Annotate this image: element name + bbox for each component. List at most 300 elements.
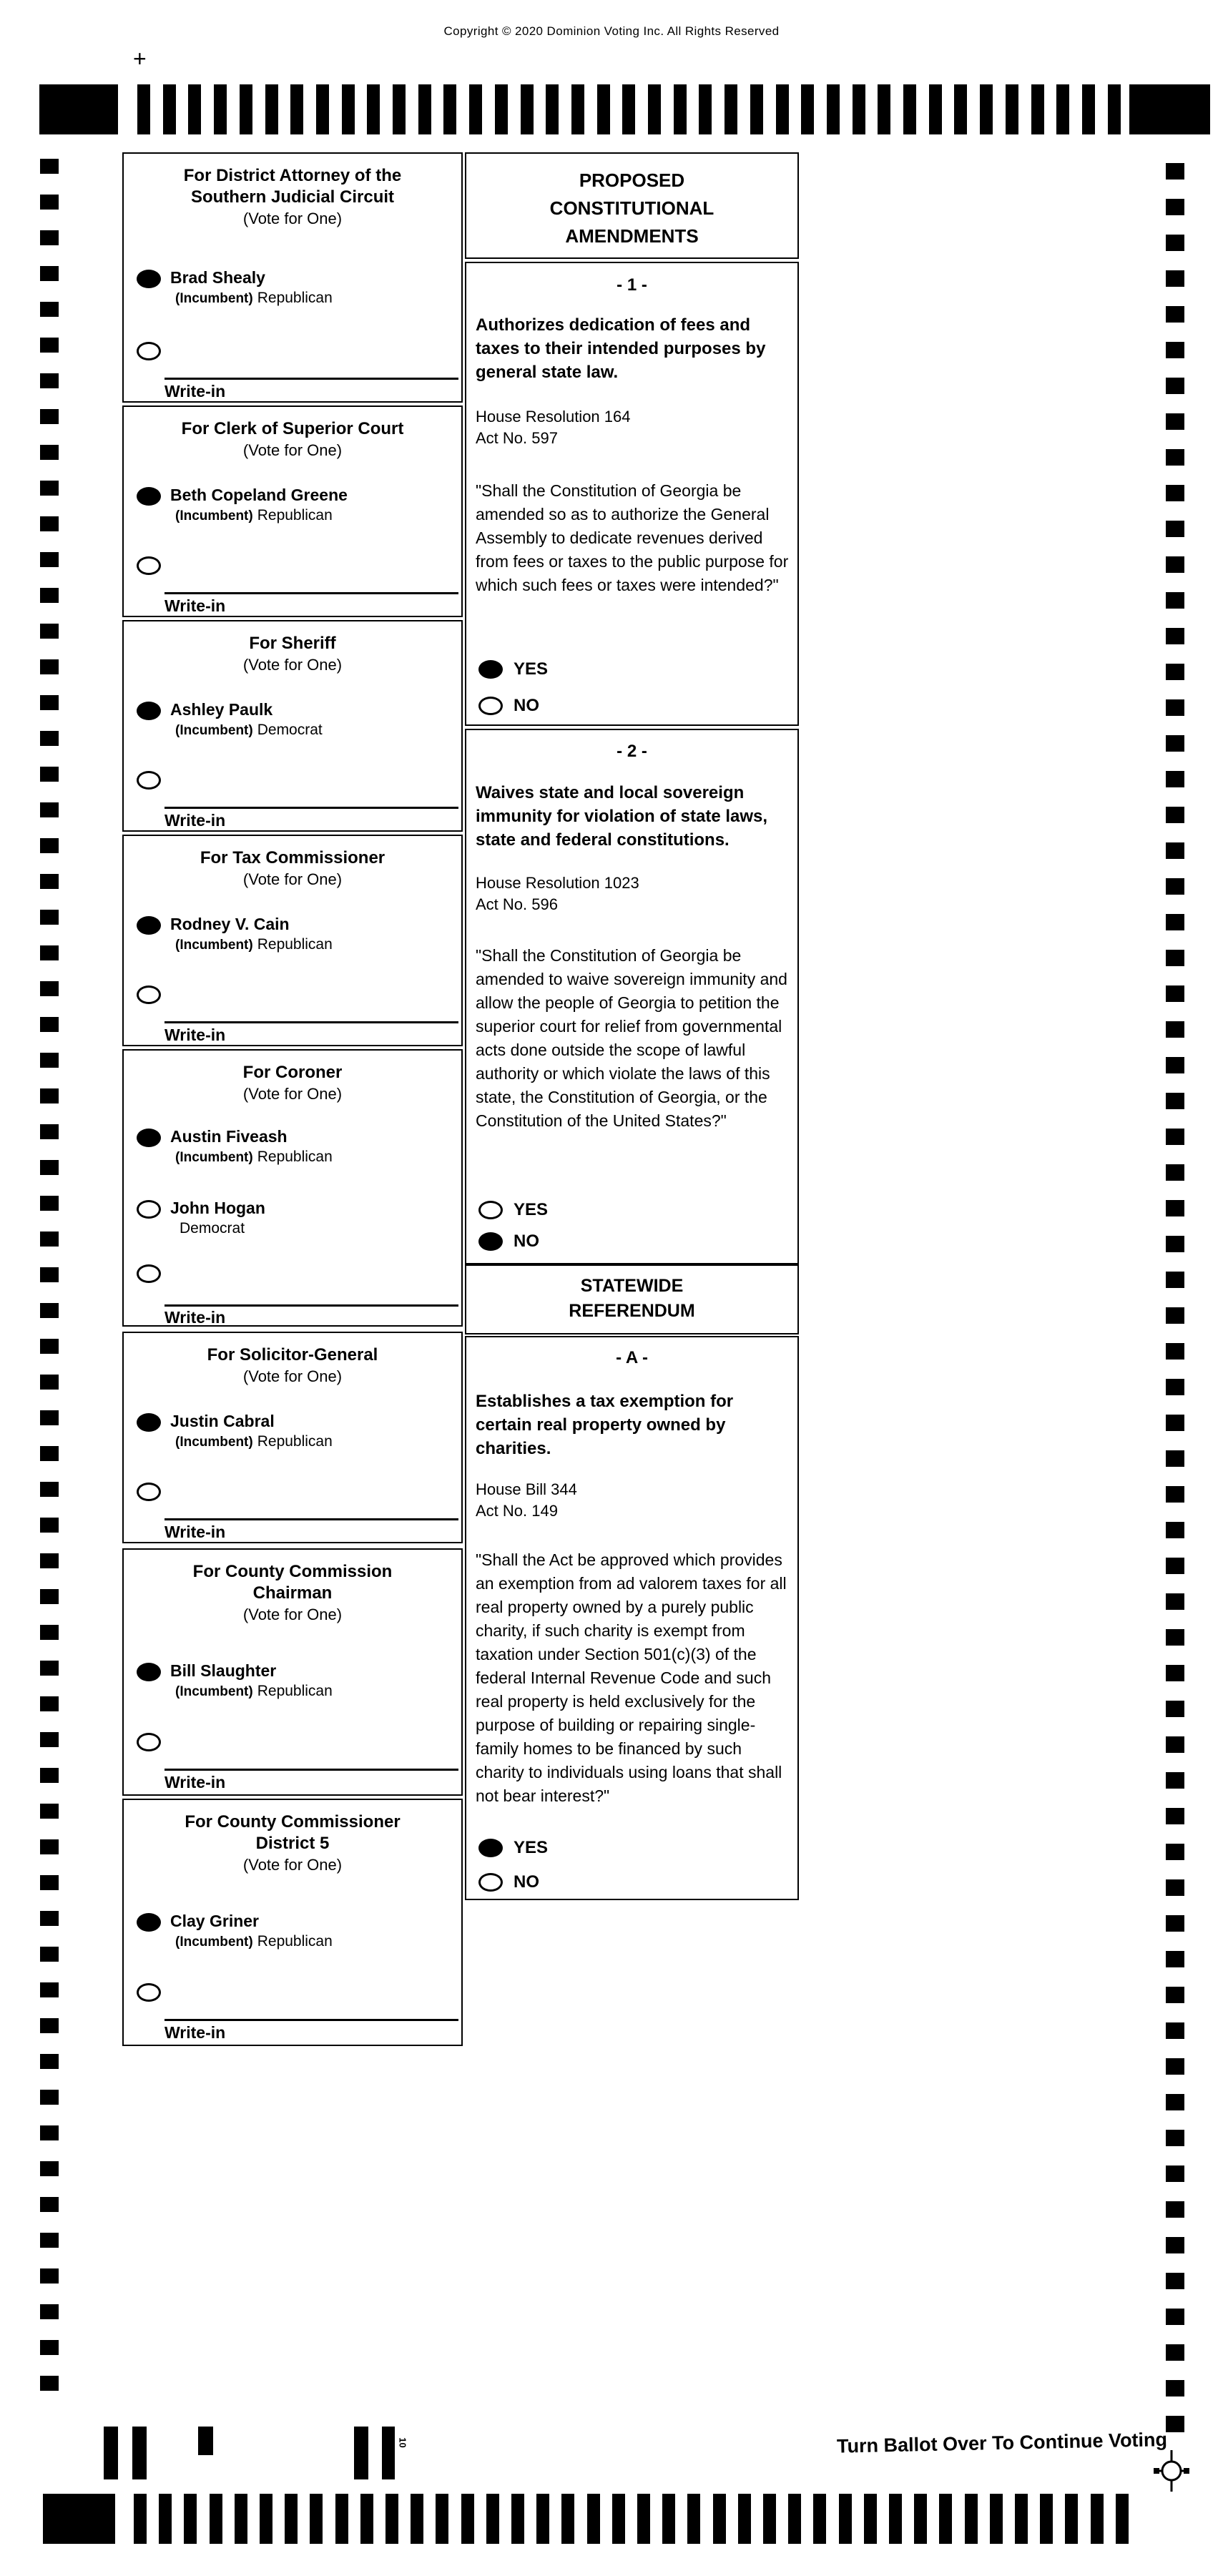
timing-square-left: [40, 1839, 59, 1854]
timing-square-left: [40, 230, 59, 245]
write-in-row: [137, 1264, 457, 1283]
timing-square-right: [1166, 1236, 1184, 1252]
measure-question: "Shall the Constitution of Georgia be amended to waive sovereign immunity and allow the people of Georgia to petition the superior court for relief from governmental acts done outside the scope of lawful authority or which violate the laws of this state, the Constitution of Georgia, or the Constitution of the United States?": [476, 946, 787, 1130]
contest-title: For Solicitor-General: [207, 1345, 378, 1365]
write-in-bubble[interactable]: [137, 342, 161, 360]
timing-square-left: [40, 1696, 59, 1711]
timing-mark-top: [674, 84, 687, 134]
candidate-row: [137, 1200, 457, 1239]
timing-mark-bottom: [990, 2494, 1003, 2544]
timing-square-right: [1166, 2344, 1184, 2361]
timing-square-right: [1166, 2094, 1184, 2110]
timing-block-top-right: [1129, 84, 1210, 134]
yes-bubble-filled[interactable]: [478, 1839, 503, 1857]
candidate-bubble-filled[interactable]: [137, 1129, 161, 1147]
timing-mark-bottom: [1065, 2494, 1078, 2544]
contest-header: [124, 621, 461, 676]
timing-square-right: [1166, 2165, 1184, 2182]
timing-mark-top: [342, 84, 355, 134]
measure-reference-line: Act No. 596: [476, 895, 558, 913]
no-bubble[interactable]: [478, 1873, 503, 1892]
vote-for-instruction: (Vote for One): [242, 656, 343, 674]
timing-square-left: [40, 1661, 59, 1676]
timing-mark-bottom: [763, 2494, 776, 2544]
contest-header: [124, 1550, 461, 1626]
candidate-bubble-filled[interactable]: [137, 270, 161, 288]
candidate-incumbent-label: (Incumbent): [175, 938, 253, 953]
contest-title: Chairman: [252, 1583, 333, 1603]
timing-square-left: [40, 338, 59, 353]
candidate-party-label: Democrat: [180, 1220, 245, 1237]
yes-row: [478, 659, 548, 679]
write-in-label: Write-in: [164, 1026, 226, 1044]
write-in-label: Write-in: [164, 1773, 226, 1791]
timing-mark-top: [265, 84, 278, 134]
timing-square-left: [40, 1017, 59, 1032]
write-in-line[interactable]: [164, 378, 458, 380]
timing-square-right: [1166, 1665, 1184, 1681]
timing-block-top-left: [39, 84, 118, 134]
timing-mark-top: [622, 84, 635, 134]
timing-square-right: [1166, 628, 1184, 644]
timing-mark-bottom: [738, 2494, 751, 2544]
timing-mark-top: [521, 84, 534, 134]
no-bubble[interactable]: [478, 697, 503, 715]
write-in-label: Write-in: [164, 2023, 226, 2042]
timing-mark-bottom: [587, 2494, 600, 2544]
timing-mark-bottom: [511, 2494, 524, 2544]
candidate-name: Ashley Paulk: [170, 700, 273, 719]
timing-mark-bottom: [939, 2494, 952, 2544]
timing-mark-top: [1108, 84, 1121, 134]
candidate-text: [170, 699, 323, 740]
timing-mark-top: [853, 84, 865, 134]
timing-mark-top: [1056, 84, 1069, 134]
timing-mark-top: [367, 84, 380, 134]
timing-square-right: [1166, 449, 1184, 466]
measure-number: - A -: [616, 1348, 648, 1367]
candidate-incumbent-label: (Incumbent): [175, 1150, 253, 1165]
timing-mark-bottom: [612, 2494, 625, 2544]
timing-square-right: [1166, 914, 1184, 930]
timing-mark-bottom: [235, 2494, 247, 2544]
timing-square-left: [40, 302, 59, 317]
timing-mark-top: [571, 84, 584, 134]
timing-mark-top: [163, 84, 176, 134]
write-in-label: Write-in: [164, 1308, 226, 1327]
timing-mark-bottom: [210, 2494, 222, 2544]
timing-square-right: [1166, 1951, 1184, 1967]
timing-square-right: [1166, 985, 1184, 1002]
no-label: NO: [514, 696, 539, 715]
timing-square-right: [1166, 1844, 1184, 1860]
ballot-id-mark: [104, 2427, 118, 2479]
timing-square-right: [1166, 2058, 1184, 2075]
measure-summary: Authorizes dedication of fees and taxes to their intended purposes by general state law.: [476, 315, 766, 382]
timing-square-left: [40, 266, 59, 281]
timing-mark-top: [418, 84, 431, 134]
candidate-bubble[interactable]: [137, 1200, 161, 1219]
write-in-label: Write-in: [164, 596, 226, 615]
candidate-text: [170, 267, 333, 308]
timing-mark-bottom: [788, 2494, 801, 2544]
timing-mark-top: [214, 84, 227, 134]
no-bubble-filled[interactable]: [478, 1232, 503, 1251]
timing-square-right: [1166, 664, 1184, 680]
timing-mark-bottom: [914, 2494, 927, 2544]
candidate-party-label: Republican: [257, 507, 333, 523]
timing-square-right: [1166, 2416, 1184, 2432]
timing-square-left: [40, 195, 59, 210]
candidate-party-label: Republican: [257, 1149, 333, 1165]
write-in-row: [137, 1483, 457, 1501]
timing-square-left: [40, 2125, 59, 2140]
referendum-header-line: STATEWIDE: [580, 1276, 684, 1296]
timing-square-left: [40, 2268, 59, 2284]
timing-square-left: [40, 1339, 59, 1354]
timing-square-left: [40, 2090, 59, 2105]
amendments-header-line: AMENDMENTS: [565, 225, 699, 247]
candidate-detail: [175, 1432, 333, 1452]
timing-square-right: [1166, 378, 1184, 394]
timing-mark-top: [878, 84, 890, 134]
timing-mark-bottom: [1015, 2494, 1028, 2544]
measure-summary: Establishes a tax exemption for certain real property owned by charities.: [476, 1392, 734, 1458]
ballot-id-mark: [198, 2427, 213, 2455]
timing-square-left: [40, 874, 59, 889]
contest-title: For District Attorney of the: [183, 166, 402, 185]
timing-square-left: [40, 1053, 59, 1068]
contest-box: [122, 835, 463, 1046]
timing-square-right: [1166, 1701, 1184, 1717]
contest-box: [122, 620, 463, 832]
timing-square-left: [40, 1804, 59, 1819]
write-in-bubble[interactable]: [137, 985, 161, 1004]
candidate-text: [170, 485, 348, 526]
turn-ballot-over-text: Turn Ballot Over To Continue Voting: [836, 2429, 1168, 2457]
timing-square-right: [1166, 950, 1184, 966]
candidate-incumbent-label: (Incumbent): [175, 508, 253, 523]
timing-square-right: [1166, 2273, 1184, 2289]
measure-box: [465, 262, 799, 726]
contest-box: [122, 1049, 463, 1327]
timing-square-left: [40, 2054, 59, 2069]
timing-square-right: [1166, 1307, 1184, 1324]
timing-mark-top: [903, 84, 916, 134]
yes-bubble-filled[interactable]: [478, 660, 503, 679]
measure-question: "Shall the Act be approved which provides an exemption from ad valorem taxes for all real property owned by a purely public charity, if such charity is exempt from taxation under Section 501(c)(3) of the federal Internal Revenue Code and such real property is held exclusively for the purpose of building or repairing single-family homes to be financed by such charity to individuals using loans that shall not bear interest?": [476, 1550, 787, 1805]
contest-header: [124, 407, 461, 461]
contest-title: Southern Judicial Circuit: [190, 187, 395, 207]
timing-square-left: [40, 481, 59, 496]
timing-square-right: [1166, 1200, 1184, 1216]
candidate-detail: [175, 1219, 265, 1239]
candidate-bubble-filled[interactable]: [137, 1663, 161, 1681]
ballot-id-mark: [382, 2427, 395, 2479]
contest-title: For Coroner: [242, 1063, 343, 1082]
timing-square-right: [1166, 1808, 1184, 1824]
timing-square-left: [40, 1196, 59, 1211]
contest-title: District 5: [255, 1834, 330, 1853]
timing-square-right: [1166, 1379, 1184, 1395]
timing-square-left: [40, 981, 59, 996]
timing-square-left: [40, 373, 59, 388]
timing-mark-bottom: [813, 2494, 826, 2544]
timing-square-left: [40, 731, 59, 746]
measure-reference-line: House Resolution 1023: [476, 874, 639, 892]
timing-mark-top: [954, 84, 967, 134]
timing-square-right: [1166, 2022, 1184, 2039]
timing-mark-top: [929, 84, 942, 134]
timing-mark-top: [597, 84, 610, 134]
timing-square-right: [1166, 1343, 1184, 1360]
candidate-name: Brad Shealy: [170, 268, 265, 287]
timing-mark-bottom: [1116, 2494, 1129, 2544]
timing-square-right: [1166, 771, 1184, 787]
timing-square-left: [40, 1303, 59, 1318]
candidate-bubble-filled[interactable]: [137, 1913, 161, 1932]
write-in-line[interactable]: [164, 1304, 458, 1307]
candidate-detail: [175, 935, 333, 955]
write-in-line[interactable]: [164, 807, 458, 809]
write-in-label: Write-in: [164, 382, 226, 400]
registration-target-icon: [1153, 2450, 1190, 2492]
timing-square-left: [40, 1768, 59, 1783]
timing-square-right: [1166, 1915, 1184, 1932]
write-in-row: [137, 771, 457, 790]
timing-mark-top: [495, 84, 508, 134]
timing-square-left: [40, 1947, 59, 1962]
candidate-party-label: Republican: [257, 1433, 333, 1450]
candidate-incumbent-label: (Incumbent): [175, 291, 253, 306]
timing-square-right: [1166, 1522, 1184, 1538]
contest-title: For Tax Commissioner: [200, 848, 385, 867]
candidate-party-label: Republican: [257, 936, 333, 953]
timing-square-right: [1166, 2237, 1184, 2253]
timing-square-right: [1166, 1021, 1184, 1038]
timing-square-right: [1166, 556, 1184, 573]
vote-for-instruction: (Vote for One): [242, 1085, 343, 1103]
candidate-incumbent-label: (Incumbent): [175, 1435, 253, 1450]
write-in-line[interactable]: [164, 2019, 458, 2021]
contest-title: For Sheriff: [249, 634, 336, 653]
write-in-bubble[interactable]: [137, 1733, 161, 1751]
timing-mark-bottom: [965, 2494, 978, 2544]
timing-square-left: [40, 1589, 59, 1604]
candidate-name: Clay Griner: [170, 1912, 259, 1930]
timing-square-left: [40, 838, 59, 853]
timing-mark-top: [648, 84, 661, 134]
candidate-bubble-filled[interactable]: [137, 487, 161, 506]
timing-mark-bottom: [310, 2494, 323, 2544]
timing-square-left: [40, 588, 59, 603]
timing-mark-bottom: [360, 2494, 373, 2544]
timing-square-right: [1166, 592, 1184, 609]
timing-mark-bottom: [461, 2494, 474, 2544]
candidate-bubble-filled[interactable]: [137, 916, 161, 935]
candidate-detail: [175, 1682, 333, 1701]
candidate-name: John Hogan: [170, 1199, 265, 1217]
timing-mark-bottom: [260, 2494, 272, 2544]
timing-mark-bottom: [662, 2494, 675, 2544]
write-in-bubble[interactable]: [137, 556, 161, 575]
timing-square-right: [1166, 1450, 1184, 1467]
timing-square-right: [1166, 1629, 1184, 1646]
contest-header: [124, 836, 461, 890]
candidate-text: [170, 1411, 333, 1452]
candidate-bubble-filled[interactable]: [137, 702, 161, 720]
write-in-line[interactable]: [164, 592, 458, 594]
timing-square-left: [40, 910, 59, 925]
timing-square-left: [40, 1482, 59, 1497]
timing-square-right: [1166, 163, 1184, 180]
write-in-line[interactable]: [164, 1518, 458, 1520]
write-in-bubble[interactable]: [137, 1264, 161, 1283]
candidate-name: Justin Cabral: [170, 1412, 275, 1430]
timing-mark-bottom: [687, 2494, 700, 2544]
timing-square-left: [40, 1518, 59, 1533]
timing-square-right: [1166, 485, 1184, 501]
timing-mark-bottom: [637, 2494, 650, 2544]
timing-square-right: [1166, 270, 1184, 287]
timing-mark-bottom: [285, 2494, 298, 2544]
timing-square-left: [40, 2233, 59, 2248]
timing-square-right: [1166, 521, 1184, 537]
yes-bubble[interactable]: [478, 1201, 503, 1219]
registration-plus-mark: +: [133, 46, 147, 72]
timing-mark-bottom: [1040, 2494, 1053, 2544]
candidate-detail: [175, 721, 323, 740]
measure-number: - 2 -: [617, 742, 647, 761]
timing-mark-top: [316, 84, 329, 134]
no-row: [478, 696, 539, 716]
candidate-bubble-filled[interactable]: [137, 1413, 161, 1432]
candidate-row: [137, 1663, 457, 1701]
timing-square-left: [40, 1982, 59, 1997]
measure-reference-line: House Bill 344: [476, 1480, 577, 1498]
write-in-row: [137, 985, 457, 1004]
timing-square-left: [40, 1625, 59, 1640]
timing-square-left: [40, 624, 59, 639]
write-in-line[interactable]: [164, 1021, 458, 1023]
candidate-name: Rodney V. Cain: [170, 915, 290, 933]
yes-label: YES: [514, 1200, 549, 1219]
timing-square-left: [40, 516, 59, 531]
timing-square-right: [1166, 235, 1184, 251]
timing-square-left: [40, 1410, 59, 1425]
timing-square-right: [1166, 342, 1184, 358]
timing-square-right: [1166, 306, 1184, 323]
vote-for-instruction: (Vote for One): [242, 1367, 343, 1385]
measure-reference-line: Act No. 149: [476, 1502, 558, 1520]
timing-mark-top: [827, 84, 840, 134]
ballot-id-mark: [132, 2427, 147, 2479]
timing-mark-top: [240, 84, 252, 134]
yes-label: YES: [514, 659, 549, 679]
timing-square-left: [40, 2161, 59, 2176]
timing-square-right: [1166, 1272, 1184, 1288]
timing-square-right: [1166, 1415, 1184, 1431]
amendments-header-box: [465, 152, 799, 259]
referendum-header-line: REFERENDUM: [569, 1301, 695, 1321]
timing-square-right: [1166, 1129, 1184, 1145]
yes-label: YES: [514, 1838, 549, 1857]
timing-mark-top: [1006, 84, 1018, 134]
timing-square-right: [1166, 842, 1184, 859]
timing-square-left: [40, 445, 59, 460]
write-in-bubble[interactable]: [137, 1983, 161, 2002]
timing-mark-bottom: [839, 2494, 852, 2544]
timing-square-right: [1166, 1593, 1184, 1610]
write-in-label: Write-in: [164, 811, 226, 830]
write-in-row: [137, 556, 457, 575]
measure-references: [476, 406, 787, 449]
timing-square-left: [40, 2376, 59, 2391]
ballot-sheet-number: 10: [397, 2437, 408, 2448]
timing-square-left: [40, 695, 59, 710]
timing-square-right: [1166, 878, 1184, 895]
timing-square-left: [40, 2197, 59, 2212]
write-in-line[interactable]: [164, 1769, 458, 1771]
candidate-incumbent-label: (Incumbent): [175, 1684, 253, 1699]
candidate-detail: [175, 1932, 333, 1952]
candidate-party-label: Republican: [257, 1933, 333, 1950]
timing-square-left: [40, 409, 59, 424]
candidate-row: [137, 702, 457, 740]
no-label: NO: [514, 1872, 539, 1892]
yes-row: [478, 1200, 548, 1220]
timing-square-left: [40, 1553, 59, 1568]
ballot-id-mark: [354, 2427, 368, 2479]
timing-square-left: [40, 767, 59, 782]
candidate-name: Beth Copeland Greene: [170, 486, 348, 504]
timing-square-right: [1166, 1879, 1184, 1896]
timing-square-right: [1166, 1486, 1184, 1503]
candidate-row: [137, 487, 457, 526]
write-in-bubble[interactable]: [137, 1483, 161, 1501]
timing-square-right: [1166, 2309, 1184, 2325]
timing-mark-bottom: [184, 2494, 197, 2544]
write-in-row: [137, 342, 457, 360]
timing-square-left: [40, 1124, 59, 1139]
candidate-row: [137, 1413, 457, 1452]
candidate-row: [137, 270, 457, 308]
candidate-text: [170, 1661, 333, 1701]
measure-reference-line: House Resolution 164: [476, 408, 631, 426]
vote-for-instruction: (Vote for One): [242, 870, 343, 888]
timing-square-left: [40, 1232, 59, 1247]
timing-mark-top: [725, 84, 737, 134]
amendments-header-line: CONSTITUTIONAL: [549, 197, 714, 219]
timing-mark-top: [980, 84, 993, 134]
timing-square-left: [40, 1267, 59, 1282]
write-in-bubble[interactable]: [137, 771, 161, 790]
contest-box: [122, 405, 463, 617]
timing-square-right: [1166, 2130, 1184, 2146]
timing-square-left: [40, 802, 59, 817]
timing-mark-top: [1031, 84, 1044, 134]
timing-square-left: [40, 1911, 59, 1926]
timing-square-right: [1166, 1558, 1184, 1574]
contest-box: [122, 1332, 463, 1543]
timing-square-right: [1166, 2201, 1184, 2218]
timing-square-left: [40, 659, 59, 674]
write-in-row: [137, 1733, 457, 1751]
timing-mark-top: [469, 84, 482, 134]
timing-mark-top: [443, 84, 456, 134]
yes-row: [478, 1838, 548, 1858]
contest-header: [124, 154, 461, 230]
